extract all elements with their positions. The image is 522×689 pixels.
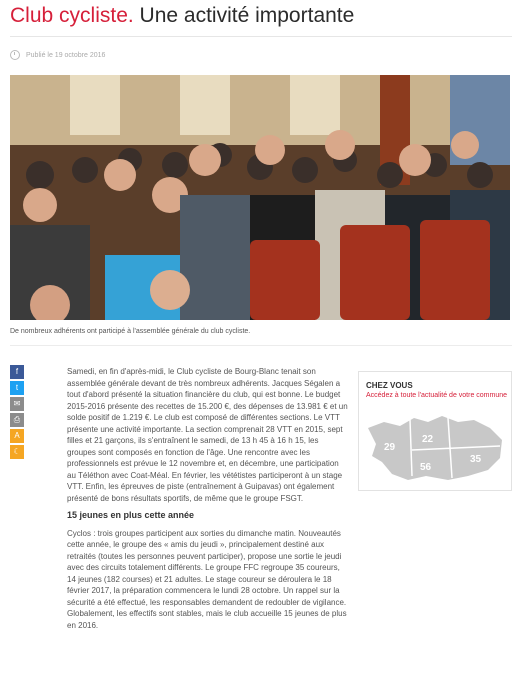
title-divider [10, 36, 512, 37]
share-toolbar [10, 365, 24, 461]
publish-meta [10, 50, 105, 60]
article-subheading: 15 jeunes en plus cette année [67, 510, 195, 520]
brittany-map[interactable] [364, 410, 506, 486]
facebook-icon[interactable]: f [10, 365, 24, 379]
department-56[interactable]: 56 [420, 462, 432, 473]
department-29[interactable]: 29 [384, 442, 396, 453]
title-main: Une activité importante [139, 4, 355, 27]
night-mode-icon[interactable]: ☾ [10, 445, 24, 459]
twitter-icon[interactable]: t [10, 381, 24, 395]
article-body [67, 366, 349, 637]
publish-date: Publié le 19 octobre 2016 [26, 51, 106, 59]
article-paragraph-2: Cyclos : trois groupes participent aux sorties du dimanche matin. Nouveautés cette année, le groupe des « amis du jeudi », principalement destiné aux retraités (toutes les personnes peuvent participer), propose une sortie le jeudi avec des circuits totalement différents. Le groupe FFC regroupe 35 coureurs, 14 jeunes (182 courses) et 21 adultes. Le stage coureur se déroulera le 18 février 2017, la préparation commencera le lundi 28 octobre. Un rappel sur la sécurité a été effectué, les responsables demandent de redoubler de vigilance. Globalement, les effectifs sont stables, mais le club accueille 15 jeunes de plus en 2016. [67, 528, 347, 630]
print-icon[interactable]: ⎙ [10, 413, 24, 427]
article-paragraph-1: Samedi, en fin d'après-midi, le Club cycliste de Bourg-Blanc tenait son assemblée générale devant de très nombreux adhérents. Jacques Ségalen a tout d'abord présenté la situation financière du club, qui est bonne. Le budget 2015-2016 présente des recettes de 15.200 €, des dépenses de 13.981 € et un solde positif de 1.219 €. Le club est composé de différentes sections. Le VTT présente une activité importante. La section comprenait 28 VTT en 2015, sept filles et 21 garçons, ils s'entraînent le samedi, de 13 h 45 à 16 h 15, les groupes sont composés en fonction de l'âge. Une rencontre avec les professionnels est prévue le 12 novembre et, en décembre, une participation au Téléthon avec Coat-Méal. En février, les vététistes participeront à un stage VTT. Enfin, les épreuves de piste (entraînement à Guipavas) ont également présenté de bons résultats sportifs, de même que le groupe FSGT. [67, 367, 348, 503]
chez-vous-widget[interactable] [358, 371, 512, 491]
font-size-icon[interactable]: A [10, 429, 24, 443]
title-prefix: Club cycliste. [10, 4, 134, 27]
audience-photo-illustration [10, 75, 510, 320]
article-title [10, 2, 354, 30]
widget-subtitle: Accédez à toute l'actualité de votre commune [366, 392, 508, 399]
department-35[interactable]: 35 [470, 454, 482, 465]
caption-divider [10, 345, 512, 346]
email-icon[interactable]: ✉ [10, 397, 24, 411]
widget-heading: CHEZ VOUS [366, 381, 413, 390]
clock-icon [10, 50, 20, 60]
photo-caption: De nombreux adhérents ont participé à l'assemblée générale du club cycliste. [10, 328, 251, 335]
article-photo[interactable] [10, 75, 510, 320]
department-22[interactable]: 22 [422, 434, 434, 445]
